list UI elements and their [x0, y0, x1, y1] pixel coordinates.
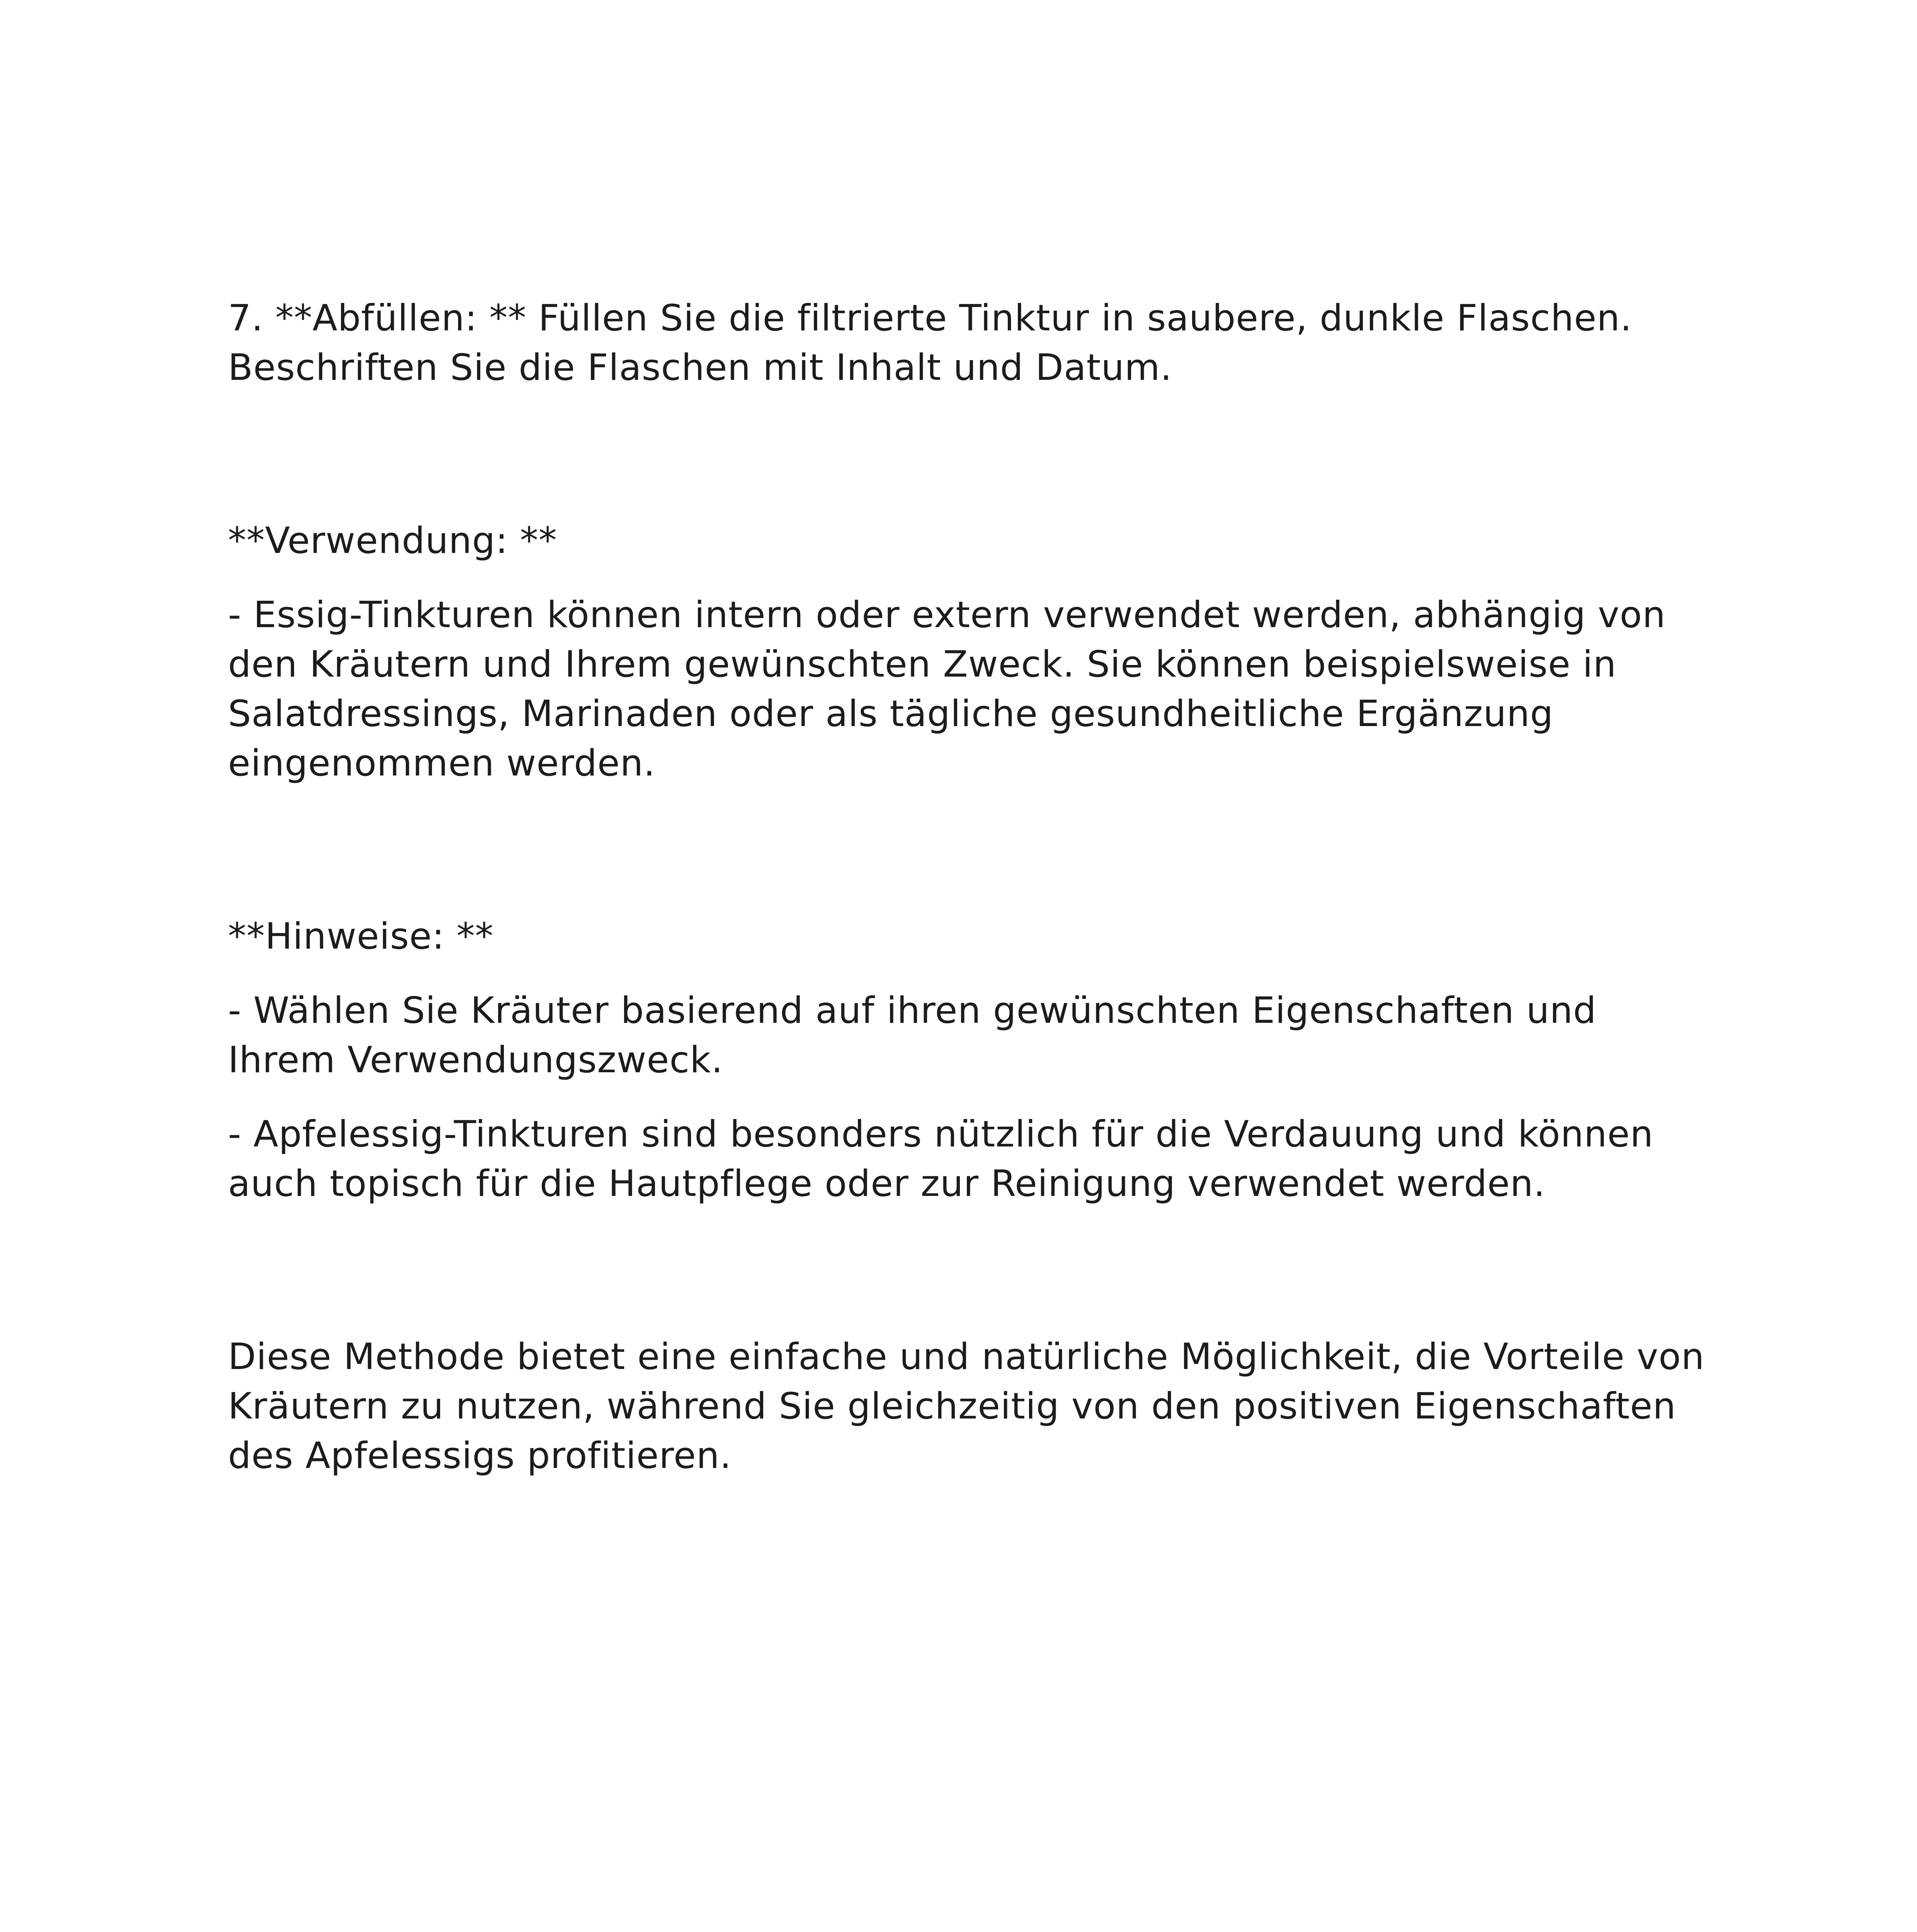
spacer	[228, 788, 1716, 912]
notes-item: - Wählen Sie Kräuter basierend auf ihren gewünschten Eigenschaften und Ihrem Verwendungszweck.	[228, 990, 1597, 1081]
page-content	[228, 294, 1716, 1481]
step-7-paragraph: 7. **Abfüllen: ** Füllen Sie die filtrierte Tinktur in saubere, dunkle Flaschen. Beschriften Sie die Flaschen mit Inhalt und Datum.	[228, 297, 1632, 389]
spacer	[228, 393, 1716, 516]
spacer	[228, 566, 1716, 590]
spacer	[228, 1085, 1716, 1110]
notes-item: - Apfelessig-Tinkturen sind besonders nützlich für die Verdauung und können auch topisch für die Hautpflege oder zur Reinigung verwendet werden.	[228, 1113, 1654, 1205]
usage-item: - Essig-Tinkturen können intern oder extern verwendet werden, abhängig von den Kräutern und Ihrem gewünschten Zweck. Sie können beispielsweise in Salatdressings, Marinaden oder als tägliche gesundheitliche Ergänzung eingenommen werden.	[228, 594, 1666, 784]
spacer	[228, 961, 1716, 986]
notes-heading: **Hinweise: **	[228, 915, 494, 957]
usage-heading: **Verwendung: **	[228, 520, 557, 562]
spacer	[228, 1209, 1716, 1332]
conclusion-paragraph: Diese Methode bietet eine einfache und natürliche Möglichkeit, die Vorteile von Kräutern zu nutzen, während Sie gleichzeitig von den positiven Eigenschaften des Apfelessigs profitieren.	[228, 1336, 1705, 1477]
